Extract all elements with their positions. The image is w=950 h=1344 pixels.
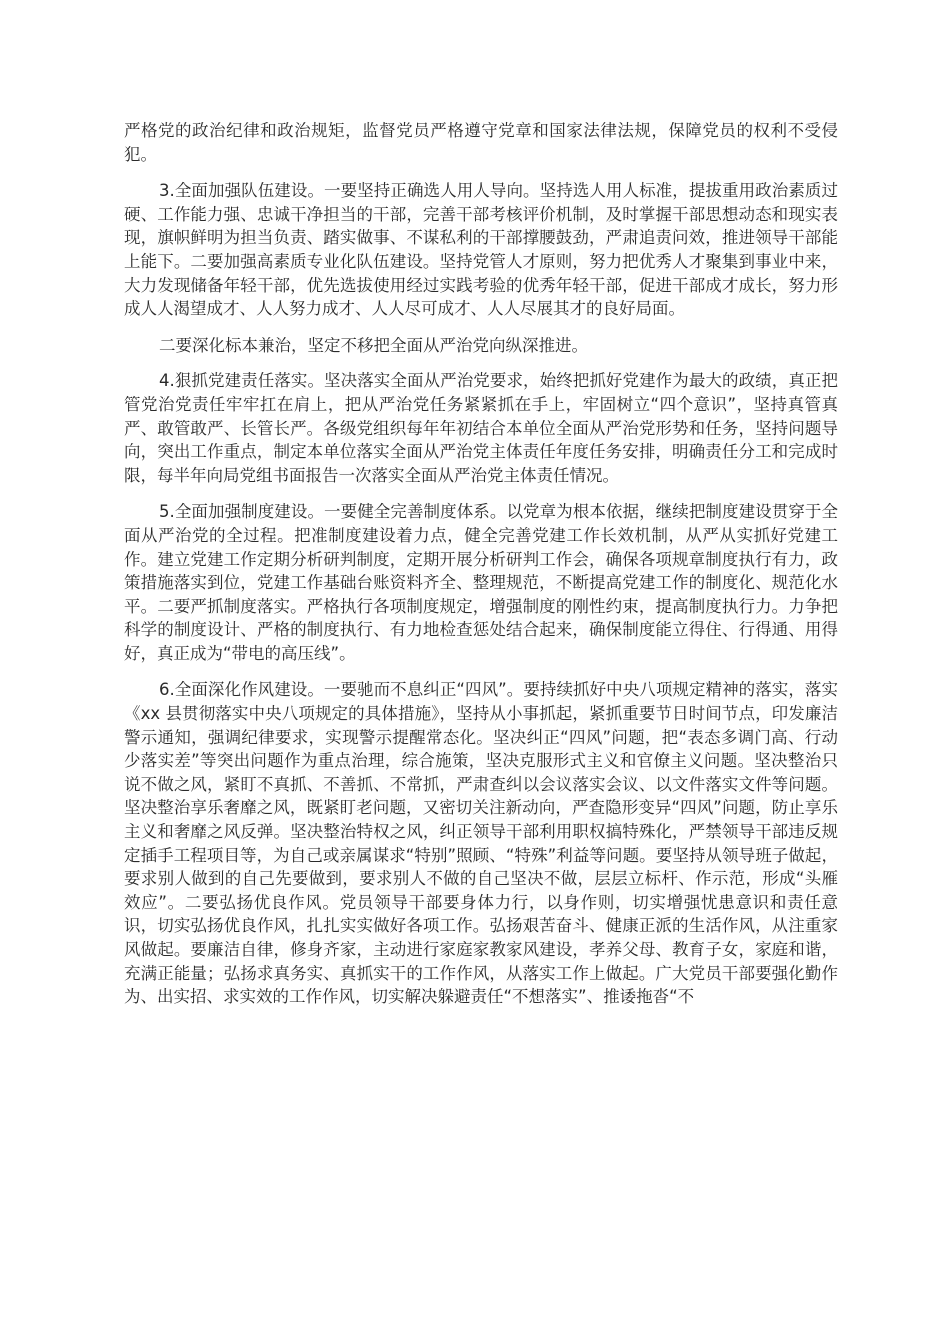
paragraph-5: 5.全面加强制度建设。一要健全完善制度体系。以党章为根本依据，继续把制度建设贯穿于全面从严治党的全过程。把准制度建设着力点，健全完善党建工作长效机制，从严从实抓好党建工作。建立党建工作定期分析研判制度，定期开展分析研判工作会，确保各项规章制度执行有力，政策措施落实到位，党建工作基础台账资料齐全、整理规范，不断提高党建工作的制度化、规范化水平。二要严抓制度落实。严格执行各项制度规定，增强制度的刚性约束，提高制度执行力。力争把科学的制度设计、严格的制度执行、有力地检查惩处结合起来，确保制度能立得住、行得通、用得好，真正成为“带电的高压线”。 bbox=[124, 502, 838, 663]
paragraph-3: 二要深化标本兼治，坚定不移把全面从严治党向纵深推进。 bbox=[159, 335, 588, 355]
paragraph-4: 4.狠抓党建责任落实。坚决落实全面从严治党要求，始终把抓好党建作为最大的政绩，真正把管党治党责任牢牢扛在肩上，把从严治党任务紧紧抓在手上，牢固树立“四个意识”，坚持真管真严、敢管敢严、长管长严。各级党组织每年年初结合本单位全面从严治党形势和任务，坚持问题导向，突出工作重点，制定本单位落实全面从严治党主体责任年度任务安排，明确责任分工和完成时限，每半年向局党组书面报告一次落实全面从严治党主体责任情况。 bbox=[124, 371, 838, 485]
paragraph-6: 6.全面深化作风建设。一要驰而不息纠正“四风”。要持续抓好中央八项规定精神的落实，落实《xx 县贯彻落实中央八项规定的具体措施》，坚持从小事抓起，紧抓重要节日时间节点，印发廉洁警示通知，强调纪律要求，实现警示提醒常态化。坚决纠正“四风”问题，把“表态多调门高、行动少落实差”等突出问题作为重点治理，综合施策，坚决克服形式主义和官僚主义问题。坚决整治只说不做之风，紧盯不真抓、不善抓、不常抓，严肃查纠以会议落实会议、以文件落实文件等问题。坚决整治享乐奢靡之风，既紧盯老问题，又密切关注新动向，严查隐形变异“四风”问题，防止享乐主义和奢靡之风反弹。坚决整治特权之风，纠正领导干部利用职权搞特殊化，严禁领导干部违反规定插手工程项目等，为自己或亲属谋求“特别”照顾、“特殊”利益等问题。要坚持从领导班子做起，要求别人做到的自己先要做到，要求别人不做的自己坚决不做，层层立标杆、作示范，形成“头雁效应”。二要弘扬优良作风。党员领导干部要身体力行，以身作则，切实增强忧患意识和责任意识，切实弘扬优良作风，扎扎实实做好各项工作。弘扬艰苦奋斗、健康正派的生活作风，从注重家风做起。要廉洁自律，修身齐家，主动进行家庭家教家风建设，孝养父母、教育子女，家庭和谐，充满正能量；弘扬求真务实、真抓实干的工作作风，从落实工作上做起。广大党员干部要强化勤作为、出实招、求实效的工作作风，切实解决躲避责任“不想落实”、推诿拖沓“不 bbox=[124, 680, 838, 1007]
paragraph-2: 3.全面加强队伍建设。一要坚持正确选人用人导向。坚持选人用人标准，提拔重用政治素质过硬、工作能力强、忠诚干净担当的干部，完善干部考核评价机制，及时掌握干部思想动态和现实表现，旗帜鲜明为担当负责、踏实做事、不谋私利的干部撑腰鼓劲，严肃追责问效，推进领导干部能上能下。二要加强高素质专业化队伍建设。坚持党管人才原则，努力把优秀人才聚集到事业中来，大力发现储备年轻干部，优先选拔使用经过实践考验的优秀年轻干部，促进干部成才成长，努力形成人人渴望成才、人人努力成才、人人尽可成才、人人尽展其才的良好局面。 bbox=[124, 181, 838, 319]
document-page bbox=[124, 119, 838, 1022]
paragraph-1: 严格党的政治纪律和政治规矩，监督党员严格遵守党章和国家法律法规，保障党员的权利不受侵犯。 bbox=[124, 121, 838, 164]
